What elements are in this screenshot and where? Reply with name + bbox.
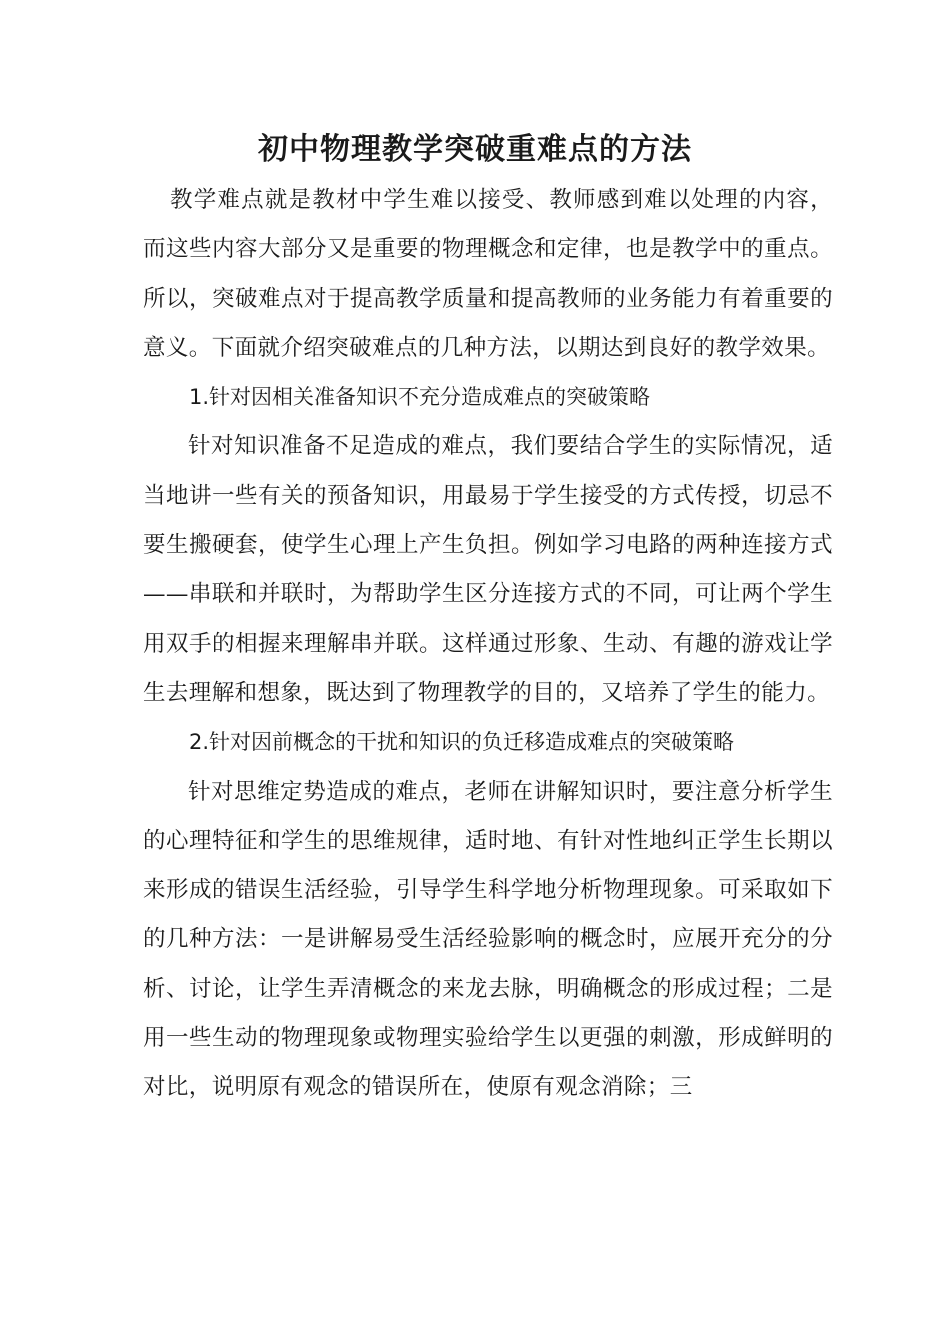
intro-paragraph: 教学难点就是教材中学生难以接受、教师感到难以处理的内容，而这些内容大部分又是重要的物理概念和定律，也是教学中的重点。所以，突破难点对于提高教学质量和提高教师的业务能力有着重要的意义。下面就介绍突破难点的几种方法，以期达到良好的教学效果。 (143, 187, 833, 361)
document-title: 初中物理教学突破重难点的方法 (258, 132, 692, 167)
section-heading-2: 2.针对因前概念的干扰和知识的负迁移造成难点的突破策略 (189, 730, 735, 755)
document-body (143, 176, 833, 1113)
section-paragraph-1: 针对知识准备不足造成的难点，我们要结合学生的实际情况，适当地讲一些有关的预备知识，用最易于学生接受的方式传授，切忌不要生搬硬套，使学生心理上产生负担。例如学习电路的两种连接方式——串联和并联时，为帮助学生区分连接方式的不同，可让两个学生用双手的相握来理解串并联。这样通过形象、生动、有趣的游戏让学生去理解和想象，既达到了物理教学的目的，又培养了学生的能力。 (143, 433, 833, 706)
section-heading-1: 1.针对因相关准备知识不充分造成难点的突破策略 (189, 385, 651, 410)
section-paragraph-2: 针对思维定势造成的难点，老师在讲解知识时，要注意分析学生的心理特征和学生的思维规律，适时地、有针对性地纠正学生长期以来形成的错误生活经验，引导学生科学地分析物理现象。可采取如下的几种方法：一是讲解易受生活经验影响的概念时，应展开充分的分析、讨论，让学生弄清概念的来龙去脉，明确概念的形成过程；二是用一些生动的物理现象或物理实验给学生以更强的刺激，形成鲜明的对比，说明原有观念的错误所在，使原有观念消除；三 (143, 778, 833, 1101)
